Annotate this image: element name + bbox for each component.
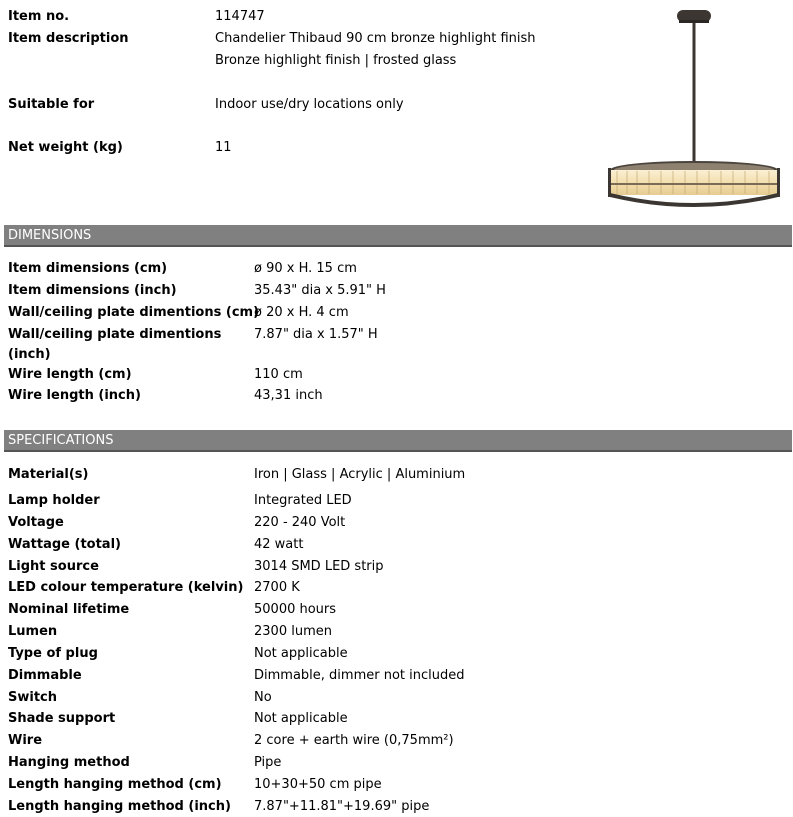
dimension-label: Wire length (cm) bbox=[8, 367, 132, 382]
spec-label: LED colour temperature (kelvin) bbox=[8, 580, 244, 595]
spec-value: 220 - 240 Volt bbox=[254, 515, 346, 530]
spec-label: Length hanging method (cm) bbox=[8, 777, 222, 792]
dimension-value: ø 90 x H. 15 cm bbox=[254, 261, 357, 276]
spec-label: Dimmable bbox=[8, 668, 82, 683]
specifications-header: SPECIFICATIONS bbox=[4, 430, 792, 452]
dimension-label: Wall/ceiling plate dimentions (cm) bbox=[8, 305, 260, 320]
spec-value: 2 core + earth wire (0,75mm²) bbox=[254, 733, 454, 748]
spec-label: Hanging method bbox=[8, 755, 130, 770]
canopy-rim bbox=[679, 20, 709, 23]
spec-value: Dimmable, dimmer not included bbox=[254, 668, 465, 683]
hanging-pipe bbox=[693, 23, 696, 165]
ring-mid-band bbox=[610, 183, 778, 185]
dimension-value: 7.87" dia x 1.57" H bbox=[254, 327, 378, 342]
spec-label: Voltage bbox=[8, 515, 64, 530]
spec-label: Switch bbox=[8, 690, 58, 705]
dimension-label: Item dimensions (cm) bbox=[8, 261, 168, 276]
spec-value: 3014 SMD LED strip bbox=[254, 559, 384, 574]
dimension-value: 43,31 inch bbox=[254, 388, 323, 403]
spec-value: 10+30+50 cm pipe bbox=[254, 777, 382, 792]
spec-value: 50000 hours bbox=[254, 602, 337, 617]
spec-value: Pipe bbox=[254, 755, 282, 770]
spec-value: 2300 lumen bbox=[254, 624, 332, 639]
ring-right-edge bbox=[777, 168, 780, 197]
spec-value: 42 watt bbox=[254, 537, 304, 552]
glass-band bbox=[610, 170, 778, 195]
spec-value: 7.87"+11.81"+19.69" pipe bbox=[254, 799, 430, 814]
spec-value: Iron | Glass | Acrylic | Aluminium bbox=[254, 467, 466, 482]
dimension-value: ø 20 x H. 4 cm bbox=[254, 305, 349, 320]
spec-label: Lumen bbox=[8, 624, 58, 639]
dimension-label-continued: (inch) bbox=[8, 347, 51, 362]
dimension-label: Item dimensions (inch) bbox=[8, 283, 177, 298]
ring-bottom-rim bbox=[610, 193, 778, 207]
dimension-label: Wall/ceiling plate dimentions bbox=[8, 327, 222, 342]
spec-label: Type of plug bbox=[8, 646, 98, 661]
dimension-value: 110 cm bbox=[254, 367, 303, 382]
suitable-for-label: Suitable for bbox=[8, 97, 95, 112]
spec-value: No bbox=[254, 690, 272, 705]
dimension-value: 35.43" dia x 5.91" H bbox=[254, 283, 386, 298]
spec-label: Length hanging method (inch) bbox=[8, 799, 231, 814]
item-no-label: Item no. bbox=[8, 9, 70, 24]
dimensions-header: DIMENSIONS bbox=[4, 225, 792, 247]
spec-value: Not applicable bbox=[254, 646, 348, 661]
spec-label: Lamp holder bbox=[8, 493, 100, 508]
spec-label: Material(s) bbox=[8, 467, 89, 482]
spec-label: Nominal lifetime bbox=[8, 602, 130, 617]
item-description-label: Item description bbox=[8, 31, 129, 46]
net-weight-value: 11 bbox=[215, 140, 232, 155]
spec-label: Wire bbox=[8, 733, 43, 748]
spec-value: 2700 K bbox=[254, 580, 300, 595]
dimension-label: Wire length (inch) bbox=[8, 388, 141, 403]
spec-label: Shade support bbox=[8, 711, 116, 726]
spec-value: Integrated LED bbox=[254, 493, 352, 508]
net-weight-label: Net weight (kg) bbox=[8, 140, 123, 155]
spec-label: Wattage (total) bbox=[8, 537, 121, 552]
item-description-value-2: Bronze highlight finish | frosted glass bbox=[215, 53, 457, 68]
item-no-value: 114747 bbox=[215, 9, 265, 24]
item-description-value: Chandelier Thibaud 90 cm bronze highlight finish bbox=[215, 31, 536, 46]
ring-left-edge bbox=[608, 168, 611, 197]
spec-value: Not applicable bbox=[254, 711, 348, 726]
spec-label: Light source bbox=[8, 559, 99, 574]
suitable-for-value: Indoor use/dry locations only bbox=[215, 97, 404, 112]
chandelier-product-image bbox=[605, 4, 783, 212]
